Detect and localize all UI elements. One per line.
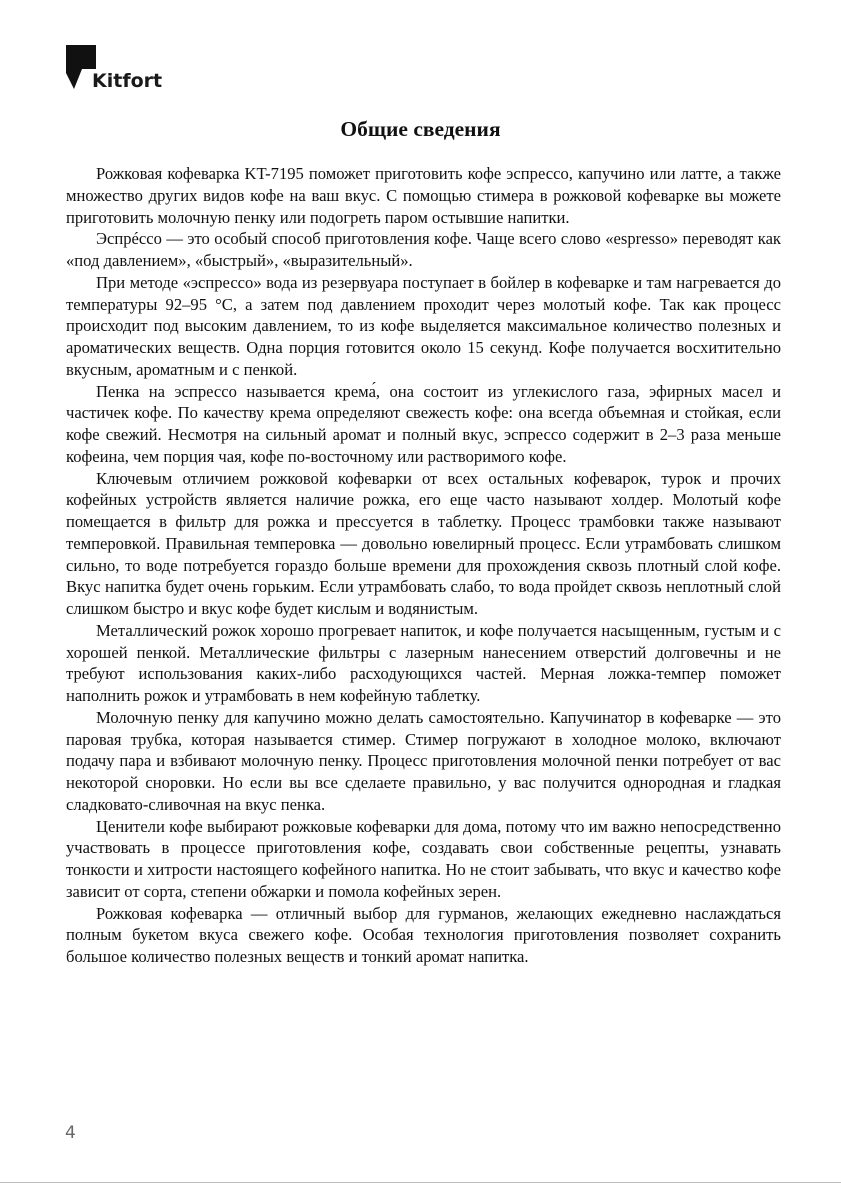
paragraph: Ценители кофе выбирают рожковые кофеварки для дома, потому что им важно непосредственно участвовать в процессе приготовления кофе, создавать свои собственные рецепты, узнавать тонкости и хитрости настоящего кофейного напитка. Но не стоит забывать, что вкус и качество кофе зависит от сорта, степени обжарки и помола кофейных зерен.	[66, 816, 781, 901]
paragraph: При методе «эспрессо» вода из резервуара поступает в бойлер в кофеварке и там нагревается до температуры 92–95 °C, а затем под давлением проходит через молотый кофе. Так как процесс происходит под высоким давлением, то из кофе выделяется максимальное количество полезных и ароматических веществ. Одна порция готовится около 15 секунд. Кофе получается восхитительно вкусным, ароматным и с пенкой.	[66, 272, 781, 379]
page-number: 4	[65, 1123, 76, 1143]
bottom-divider	[0, 1182, 841, 1183]
paragraph: Рожковая кофеварка KT-7195 поможет приготовить кофе эспрессо, капучино или латте, а также множество других видов кофе на ваш вкус. С помощью стимера в рожковой кофеварке вы можете приготовить молочную пенку или подогреть паром остывшие напитки.	[66, 164, 781, 227]
paragraph: Ключевым отличием рожковой кофеварки от всех остальных кофеварок, турок и прочих кофейных устройств является наличие рожка, его еще часто называют холдер. Молотый кофе помещается в фильтр для рожка и прессуется в таблетку. Процесс трамбовки также называют темперовкой. Правильная темперовка — довольно ювелирный процесс. Если утрамбовать слишком сильно, то воде потребуется гораздо больше времени для прохождения сквозь плотный слой кофе. Вкус напитка будет очень горьким. Если утрамбовать слабо, то вода пройдет сквозь неплотный слой слишком быстро и вкус кофе будет кислым и водянистым.	[66, 468, 781, 618]
paragraph: Пенка на эспрессо называется крема́, она состоит из углекислого газа, эфирных масел и частичек кофе. По качеству крема определяют свежесть кофе: она всегда объемная и стойкая, если кофе свежий. Несмотря на сильный аромат и полный вкус, эспрессо содержит в 2–3 раза меньше кофеина, чем порция чая, кофе по-восточному или растворимого кофе.	[66, 381, 781, 466]
paragraph: Рожковая кофеварка — отличный выбор для гурманов, желающих ежедневно наслаждаться полным букетом вкуса свежего кофе. Особая технология приготовления позволяет сохранить большое количество полезных веществ и тонкий аромат напитка.	[66, 903, 781, 966]
paragraph: Металлический рожок хорошо прогревает напиток, и кофе получается насыщенным, густым и с хорошей пенкой. Металлические фильтры с лазерным нанесением отверстий долговечны и не требуют использования каких-либо расходующихся частей. Мерная ложка-темпер поможет наполнить рожок и утрамбовать в нем кофейную таблетку.	[66, 620, 781, 705]
page-title: Общие сведения	[340, 117, 501, 141]
paragraph: Эспрéссо — это особый способ приготовления кофе. Чаще всего слово «espresso» переводят как «под давлением», «быстрый», «выразительный».	[66, 229, 781, 270]
brand-name: Kitfort	[92, 70, 163, 92]
body-text	[66, 163, 781, 968]
paragraph: Молочную пенку для капучино можно делать самостоятельно. Капучинатор в кофеварке — это паровая трубка, которая называется стимер. Стимер погружают в холодное молоко, включают подачу пара и взбивают молочную пенку. Процесс приготовления молочной пенки потребует от вас некоторой сноровки. Но если вы все сделаете правильно, у вас получится однородная и гладкая сладковато-сливочная на вкус пенка.	[66, 707, 781, 814]
